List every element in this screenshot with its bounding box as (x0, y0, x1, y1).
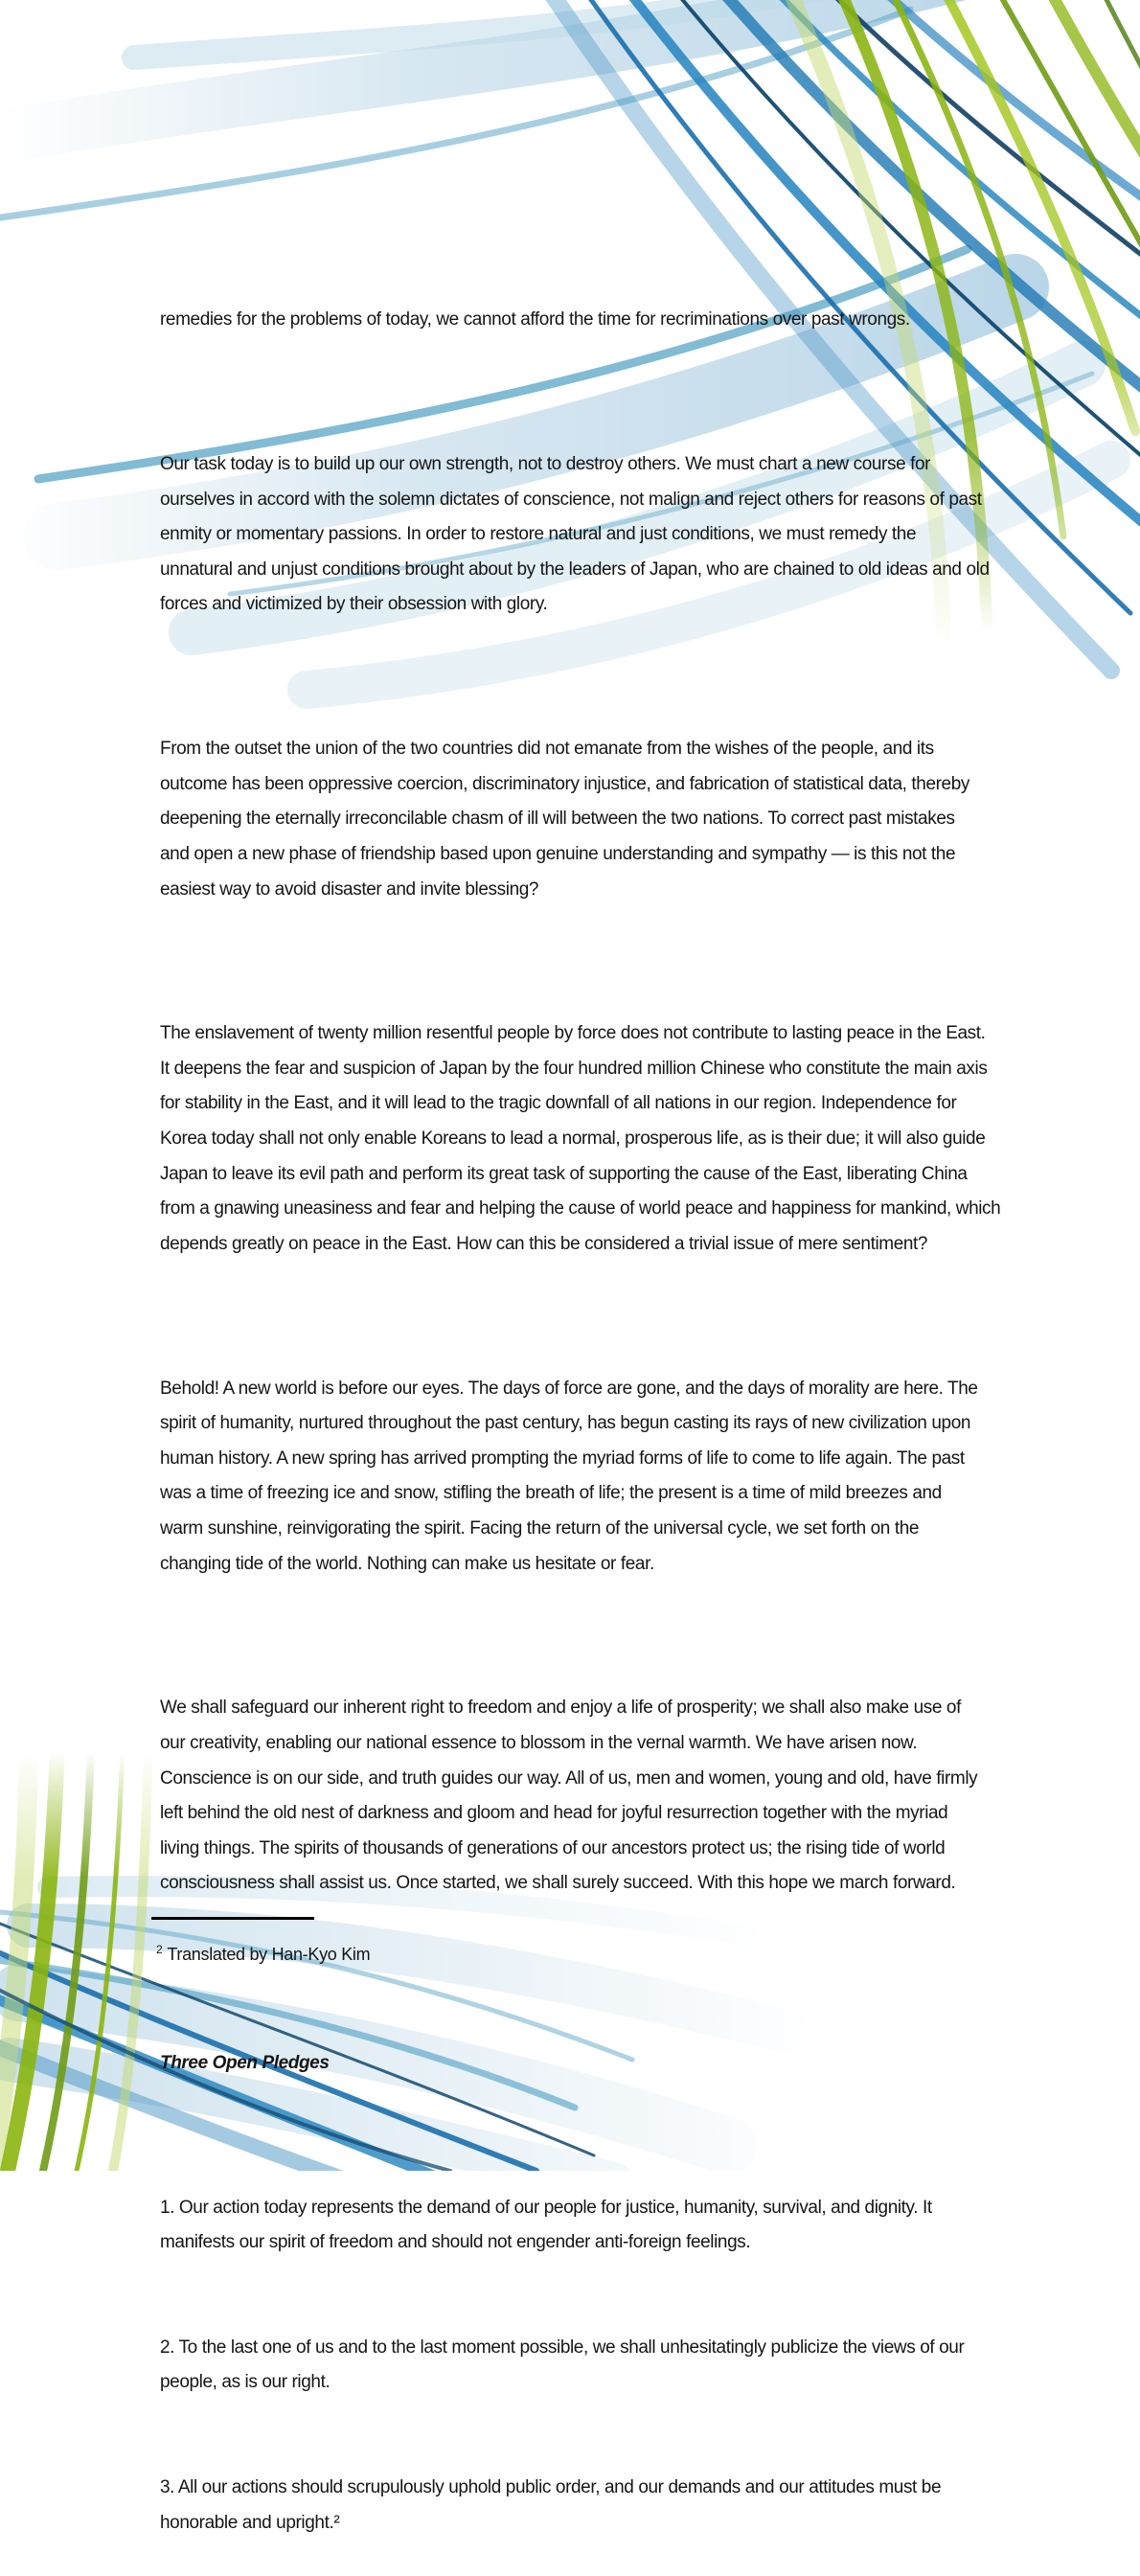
pledge-item: 2. To the last one of us and to the last moment possible, we shall unhesitatingly publicize the views of our people, as is our right. (160, 2337, 965, 2393)
paragraph: The enslavement of twenty million resentful people by force does not contribute to lasting peace in the East. It deepens the fear and suspicion of Japan by the four hundred million Chinese who constitute the main axis for stability in the East, and it will lead to the tragic downfall of all nations in our region. Independence for Korea today shall not only enable Koreans to lead a normal, prosperous life, as is their due; it will also guide Japan to leave its evil path and perform its great task of supporting the cause of the East, liberating China from a gnawing uneasiness and fear and helping the cause of world peace and happiness for mankind, which depends greatly on peace in the East. How can this be considered a trivial issue of mere sentiment? (160, 1023, 1001, 1254)
footnote-marker: 2 (156, 1943, 163, 1956)
footnote-text: Translated by Han-Kyo Kim (167, 1945, 371, 1964)
pledge-item: 3. All our actions should scrupulously uphold public order, and our demands and our attitudes must be honorable and upright.² (160, 2477, 942, 2533)
pledge-item: 1. Our action today represents the demand of our people for justice, humanity, survival, and dignity. It manifests our spirit of freedom and should not engender anti-foreign feelings. (160, 2197, 932, 2253)
paragraph: From the outset the union of the two countries did not emanate from the wishes of the people, and its outcome has been oppressive coercion, discriminatory injustice, and fabrication of statistical data, thereby deepening the eternally irreconcilable chasm of ill will between the two nations. To correct past mistakes and open a new phase of friendship based upon genuine understanding and sympathy — is this not the easiest way to avoid disaster and invite blessing? (160, 739, 969, 900)
paragraph: Behold! A new world is before our eyes. The days of force are gone, and the days of morality are here. The spirit of humanity, nurtured throughout the past century, has begun casting its rays of new civilization upon human history. A new spring has arrived prompting the myriad forms of life to come to life again. The past was a time of freezing ice and snow, stifling the breath of life; the present is a time of mild breezes and warm sunshine, reinvigorating the spirit. Facing the return of the universal cycle, we set forth on the changing tide of the world. Nothing can make us hesitate or fear. (160, 1378, 978, 1574)
paragraph: Our task today is to build up our own strength, not to destroy others. We must chart a new course for ourselves in accord with the solemn dictates of conscience, not malign and reject others for reasons of past enmity or momentary passions. In order to restore natural and just conditions, we must remedy the unnatural and unjust conditions brought about by the leaders of Japan, who are chained to old ideas and old forces and victimized by their obsession with glory. (160, 453, 990, 615)
paragraph: remedies for the problems of today, we cannot afford the time for recriminations over past wrongs. (160, 309, 910, 331)
document-text-column (160, 233, 1060, 2576)
footnote (156, 1943, 370, 1965)
footnote-separator (151, 1917, 314, 1920)
paragraph: We shall safeguard our inherent right to freedom and enjoy a life of prosperity; we shall also make use of our creativity, enabling our national essence to blossom in the vernal warmth. We have arisen now. Conscience is on our side, and truth guides our way. All of us, men and women, young and old, have firmly left behind the old nest of darkness and gloom and head for joyful resurrection together with the myriad living things. The spirits of thousands of generations of our ancestors protect us; the rising tide of world consciousness shall assist us. Once started, we shall surely succeed. With this hope we march forward. (160, 1698, 978, 1894)
pledges-heading: Three Open Pledges (160, 2052, 330, 2073)
